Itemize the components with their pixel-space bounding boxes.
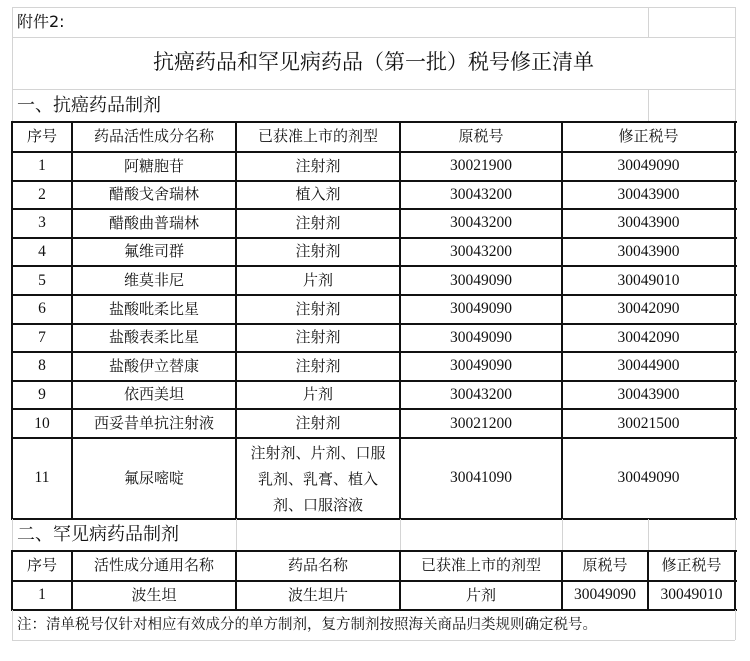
page-title: 抗癌药品和罕见病药品（第一批）税号修正清单 — [153, 50, 594, 75]
cell-form: 片剂 — [302, 270, 333, 289]
cell-old: 30043200 — [450, 386, 512, 404]
cell-name: 醋酸戈舍瑞林 — [108, 185, 199, 204]
cell-name: 阿糖胞苷 — [123, 156, 184, 175]
column-header-drug: 药品名称 — [287, 556, 348, 575]
cell-old: 30049090 — [450, 271, 512, 289]
cell-form: 注射剂 — [295, 242, 341, 261]
cell-name: 醋酸曲普瑞林 — [108, 213, 199, 232]
column-header-no: 序号 — [26, 556, 57, 575]
cell-name: 盐酸伊立替康 — [108, 356, 199, 375]
cell-form: 片剂 — [465, 585, 496, 604]
column-header-form: 已获准上市的剂型 — [420, 556, 541, 575]
table-rule — [71, 121, 73, 520]
cell-old: 30021200 — [450, 414, 512, 432]
cell-old: 30049090 — [450, 328, 512, 346]
form-line: 剂、口服溶液 — [272, 495, 363, 514]
cell-old: 30049090 — [450, 300, 512, 318]
cell-new: 30049010 — [660, 586, 723, 604]
table-rule — [12, 151, 737, 153]
column-header-old: 原税号 — [582, 556, 628, 575]
table-rule — [734, 121, 736, 520]
table-rule — [561, 550, 563, 611]
table-rule — [12, 265, 737, 267]
table-rule — [12, 294, 737, 296]
cell-form — [236, 438, 400, 519]
table-rule — [399, 121, 401, 520]
table-rule — [12, 380, 737, 382]
column-header-new: 修正税号 — [661, 556, 722, 575]
table-rule — [12, 351, 737, 353]
cell-no: 2 — [38, 185, 46, 203]
cell-no: 10 — [34, 414, 50, 432]
cell-new: 30043900 — [617, 185, 680, 203]
table-rule — [12, 121, 737, 123]
cell-old: 30043200 — [450, 243, 512, 261]
cell-name: 氟维司群 — [123, 242, 184, 261]
cell-form: 植入剂 — [295, 185, 341, 204]
cell-no: 5 — [38, 271, 46, 289]
table-rule — [12, 237, 737, 239]
table-rule — [235, 550, 237, 611]
grid-line — [648, 89, 649, 122]
grid-line — [12, 610, 13, 640]
cell-no: 1 — [38, 157, 46, 175]
cell-old: 30041090 — [450, 469, 512, 487]
cell-form: 注射剂 — [295, 156, 341, 175]
cell-name: 氟尿嘧啶 — [123, 468, 184, 487]
column-header-old: 原税号 — [458, 127, 504, 146]
cell-name: 盐酸吡柔比星 — [108, 299, 199, 318]
cell-new: 30021500 — [617, 414, 680, 432]
cell-no: 4 — [38, 243, 46, 261]
cell-no: 9 — [38, 386, 46, 404]
cell-new: 30044900 — [617, 357, 680, 375]
cell-new: 30043900 — [617, 214, 680, 232]
table-rule — [647, 550, 649, 611]
grid-line — [648, 7, 649, 37]
cell-name: 盐酸表柔比星 — [108, 328, 199, 347]
table-rule — [561, 121, 563, 520]
cell-old: 30043200 — [450, 185, 512, 203]
cell-no: 11 — [34, 469, 50, 487]
section2-heading: 二、罕见病药品制剂 — [17, 524, 179, 546]
footnote: 注：清单税号仅针对相应有效成分的单方制剂，复方制剂按照海关商品归类规则确定税号。 — [17, 616, 597, 633]
cell-no: 7 — [38, 328, 46, 346]
grid-line — [12, 640, 735, 641]
cell-old: 30049090 — [450, 357, 512, 375]
cell-name: 依西美坦 — [123, 385, 184, 404]
cell-form: 注射剂 — [295, 328, 341, 347]
cell-generic: 波生坦 — [131, 585, 177, 604]
cell-new: 30042090 — [617, 300, 680, 318]
cell-old: 30049090 — [574, 586, 636, 604]
attachment-label: 附件2: — [17, 11, 65, 31]
table-rule — [12, 408, 737, 410]
cell-form: 注射剂 — [295, 213, 341, 232]
cell-form: 注射剂 — [295, 299, 341, 318]
cell-new: 30042090 — [617, 328, 680, 346]
column-header-no: 序号 — [26, 127, 57, 146]
grid-line — [400, 519, 401, 551]
cell-no: 8 — [38, 357, 46, 375]
table-rule — [12, 180, 737, 182]
cell-new: 30049010 — [617, 271, 680, 289]
table-rule — [11, 121, 13, 520]
cell-form: 片剂 — [302, 385, 333, 404]
table-rule — [399, 550, 401, 611]
table-rule — [235, 121, 237, 520]
table-rule — [734, 550, 736, 611]
grid-line — [735, 519, 736, 551]
cell-no: 6 — [38, 300, 46, 318]
column-header-generic: 活性成分通用名称 — [93, 556, 214, 575]
section1-heading: 一、抗癌药品制剂 — [17, 94, 161, 116]
cell-name: 维莫非尼 — [123, 270, 184, 289]
column-header-new: 修正税号 — [618, 127, 679, 146]
column-header-form: 已获准上市的剂型 — [257, 127, 378, 146]
form-line: 乳剂、乳膏、植入 — [257, 469, 378, 488]
grid-line — [735, 610, 736, 640]
cell-new: 30043900 — [617, 243, 680, 261]
cell-name: 西妥昔单抗注射液 — [93, 413, 214, 432]
table-rule — [12, 208, 737, 210]
grid-line — [12, 519, 13, 551]
cell-no: 3 — [38, 214, 46, 232]
cell-new: 30043900 — [617, 386, 680, 404]
cell-new: 30049090 — [617, 157, 680, 175]
cell-no: 1 — [38, 586, 46, 604]
cell-old: 30043200 — [450, 214, 512, 232]
form-line: 注射剂、片剂、口服 — [250, 443, 386, 462]
table-rule — [12, 580, 737, 582]
table-rule — [12, 323, 737, 325]
grid-line — [562, 519, 563, 551]
grid-line — [735, 7, 736, 123]
cell-drug: 波生坦片 — [287, 585, 348, 604]
table-rule — [12, 437, 737, 439]
cell-new: 30049090 — [617, 469, 680, 487]
cell-form: 注射剂 — [295, 413, 341, 432]
cell-old: 30021900 — [450, 157, 512, 175]
cell-form: 注射剂 — [295, 356, 341, 375]
column-header-name: 药品活性成分名称 — [93, 127, 214, 146]
grid-line — [648, 519, 649, 551]
grid-line — [236, 519, 237, 551]
table-rule — [11, 550, 13, 611]
table-rule — [12, 550, 737, 552]
table-rule — [71, 550, 73, 611]
